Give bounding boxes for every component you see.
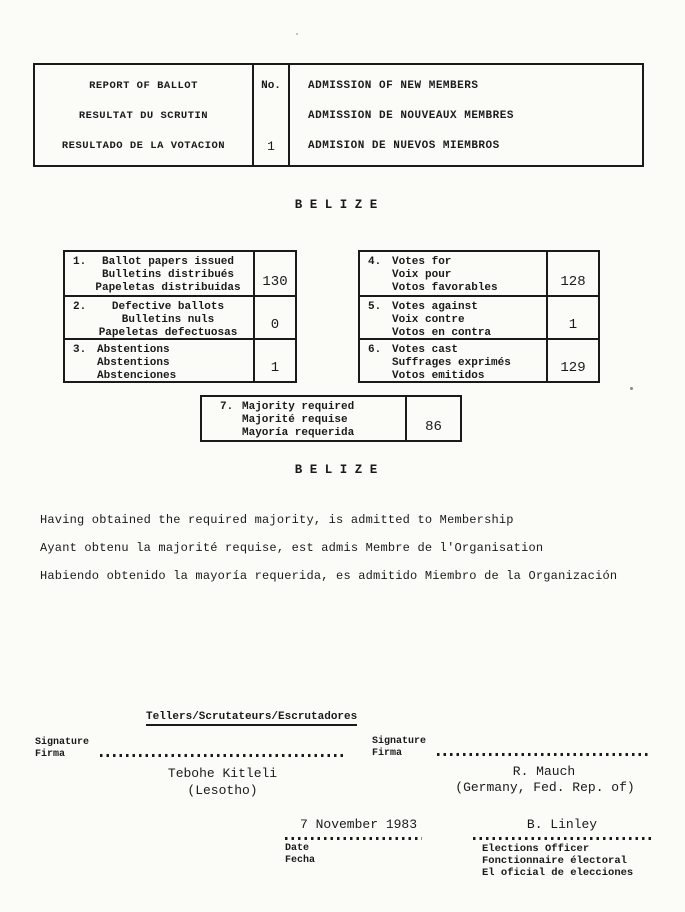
report-title-fr: RESULTAT DU SCRUTIN: [78, 110, 209, 122]
ballot-number-value: 1: [267, 139, 275, 154]
stat-label-en: Defective ballots: [111, 301, 225, 313]
result-statement-en: Having obtained the required majority, is admitted to Membership: [40, 513, 514, 527]
date-value: 7 November 1983: [300, 817, 418, 832]
majority-required-box: [200, 395, 462, 442]
stat-label-en: Abstentions: [97, 344, 170, 356]
elections-officer-line: [473, 837, 651, 840]
subject-en: ADMISSION OF NEW MEMBERS: [308, 80, 479, 92]
stat-label-fr: Abstentions: [97, 357, 170, 369]
elections-officer-titles: Elections Officer Fonctionnaire électoral El oficial de elecciones: [482, 843, 634, 879]
signature-label-right: Signature Firma: [372, 736, 427, 759]
subject-fr: ADMISSION DE NOUVEAUX MEMBRES: [308, 110, 514, 122]
stat-value-votes-against: 1: [546, 297, 598, 338]
elections-officer-name: B. Linley: [526, 817, 598, 832]
stat-value-votes-cast: 129: [546, 340, 598, 381]
stat-label-en: Votes against: [392, 301, 478, 313]
stat-label-fr: Majorité requise: [242, 414, 348, 426]
stat-value-votes-for: 128: [546, 252, 598, 295]
ballot-stats-table-right: [358, 250, 600, 383]
stat-label-es: Papeletas defectuosas: [98, 327, 238, 339]
stat-row-defective-ballots: [65, 295, 295, 338]
stat-row-majority-required: [202, 397, 460, 440]
scan-speck: [296, 33, 298, 35]
stat-row-abstentions: [65, 338, 295, 381]
stat-row-votes-against: [360, 295, 598, 338]
stat-row-votes-cast: [360, 338, 598, 381]
date-line: [285, 837, 422, 840]
stat-number: 5.: [368, 301, 382, 313]
stat-number: 7.: [220, 401, 234, 413]
stat-value-defective-ballots: 0: [253, 297, 295, 338]
teller-affiliation-right: (Germany, Fed. Rep. of): [455, 780, 635, 795]
report-title-en: REPORT OF BALLOT: [89, 80, 198, 92]
report-title-es: RESULTADO DE LA VOTACION: [61, 140, 226, 152]
stat-label-en: Votes for: [392, 256, 452, 268]
date-labels: Date Fecha: [285, 843, 316, 866]
tellers-heading: Tellers/Scrutateurs/Escrutadores: [146, 711, 357, 726]
stat-value-majority-required: 86: [405, 397, 460, 440]
teller-name-left: Tebohe Kitleli: [167, 766, 278, 781]
stat-label-es: Votos en contra: [392, 327, 492, 339]
ballot-stats-table-left: [63, 250, 297, 383]
stat-number: 2.: [73, 301, 87, 313]
stat-row-votes-for: [360, 252, 598, 295]
stat-label-es: Mayoría requerida: [242, 427, 355, 439]
stat-label-es: Papeletas distribuidas: [95, 282, 241, 294]
ballot-number-label: No.: [261, 80, 281, 92]
signature-label-left: Signature Firma: [35, 737, 90, 760]
result-statement-es: Habiendo obtenido la mayoría requerida, es admitido Miembro de la Organización: [40, 569, 618, 583]
country-heading-mid: B E L I Z E: [294, 463, 378, 477]
teller-name-right: R. Mauch: [512, 764, 576, 779]
stat-number: 3.: [73, 344, 87, 356]
stat-row-ballot-papers-issued: [65, 252, 295, 295]
stat-number: 4.: [368, 256, 382, 268]
stat-label-fr: Bulletins distribués: [101, 269, 235, 281]
teller-affiliation-left: (Lesotho): [187, 783, 258, 798]
stat-value-abstentions: 1: [253, 340, 295, 381]
subject-cell: [290, 65, 642, 165]
stat-number: 6.: [368, 344, 382, 356]
stat-label-es: Votos favorables: [392, 282, 498, 294]
stat-label-fr: Bulletins nuls: [121, 314, 215, 326]
stat-label-es: Abstenciones: [97, 370, 177, 382]
signature-line-left: [100, 754, 345, 757]
ballot-number-cell: [254, 65, 290, 165]
stat-label-en: Ballot papers issued: [101, 256, 235, 268]
stat-label-fr: Voix contre: [392, 314, 465, 326]
report-title-cell: [35, 65, 254, 165]
stat-label-en: Votes cast: [392, 344, 459, 356]
header-box: [33, 63, 644, 167]
stat-label-fr: Suffrages exprimés: [392, 357, 511, 369]
stat-value-ballot-papers-issued: 130: [253, 252, 295, 295]
country-heading-top: B E L I Z E: [294, 198, 378, 212]
stat-label-en: Majority required: [242, 401, 355, 413]
scan-speck: [630, 387, 633, 390]
signature-line-right: [437, 753, 651, 756]
stat-number: 1.: [73, 256, 87, 268]
result-statement-fr: Ayant obtenu la majorité requise, est admis Membre de l'Organisation: [40, 541, 544, 555]
stat-label-fr: Voix pour: [392, 269, 452, 281]
stat-label-es: Votos emitidos: [392, 370, 485, 382]
subject-es: ADMISION DE NUEVOS MIEMBROS: [308, 140, 500, 152]
